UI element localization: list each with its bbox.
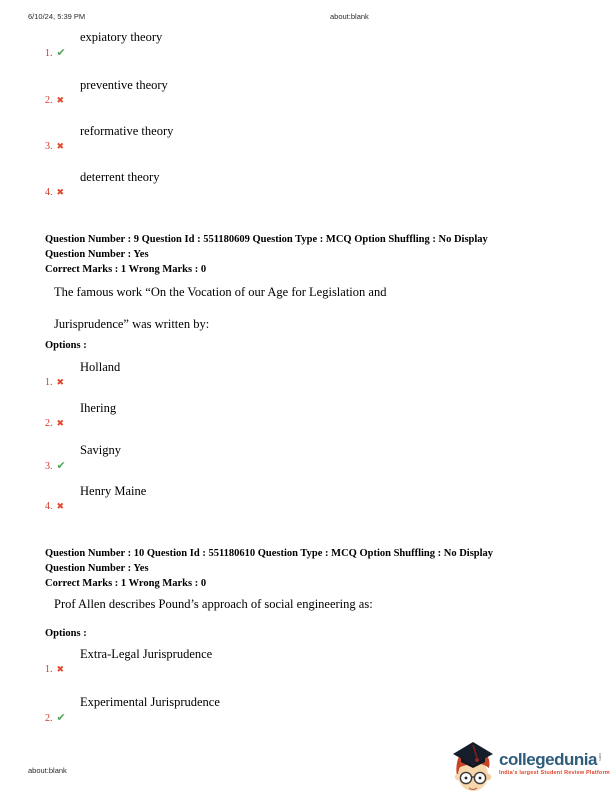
question-meta-line: Question Number : 9 Question Id : 551180609 Question Type : MCQ Option Shuffling : No Display [45, 234, 488, 245]
option-number: 4. [45, 187, 53, 198]
correct-mark-icon: ✔ [56, 459, 66, 472]
logo-suffix-text: com [597, 753, 603, 761]
question-meta-line: Correct Marks : 1 Wrong Marks : 0 [45, 578, 207, 589]
question10-meta [45, 546, 493, 591]
question-meta-line: Correct Marks : 1 Wrong Marks : 0 [45, 264, 207, 275]
option-number: 1. [45, 664, 53, 675]
option-number-row [45, 47, 162, 60]
option-row [45, 359, 120, 389]
option-row [45, 400, 116, 430]
collegedunia-mascot-icon [449, 738, 497, 792]
question-meta-line: Question Number : Yes [45, 563, 149, 574]
option-row [45, 646, 212, 676]
question-meta-line: Question Number : Yes [45, 249, 149, 260]
print-footer-url: about:blank [28, 766, 67, 775]
print-header-title: about:blank [330, 12, 369, 21]
option-number: 4. [45, 501, 53, 512]
option-number: 2. [45, 418, 53, 429]
option-row [45, 694, 220, 725]
option-label: Holland [80, 360, 121, 374]
option-number: 3. [45, 141, 53, 152]
question9-text-line2: Jurisprudence” was written by: [54, 317, 210, 331]
option-number: 2. [45, 95, 53, 106]
options-label: Options : [45, 340, 87, 351]
option-label: Experimental Jurisprudence [80, 695, 220, 709]
option-number-row [45, 141, 173, 153]
option-label: Ihering [80, 401, 117, 415]
option-number: 2. [45, 713, 53, 724]
option-row [45, 29, 162, 60]
option-row [45, 169, 159, 199]
collegedunia-logo [449, 736, 609, 792]
question10-text-line1: Prof Allen describes Pound’s approach of social engineering as: [54, 597, 373, 611]
option-row [45, 123, 173, 153]
option-label: deterrent theory [80, 170, 160, 184]
options-label: Options : [45, 628, 87, 639]
option-number-row [45, 418, 116, 430]
option-number: 1. [45, 48, 53, 59]
wrong-mark-icon: ✖ [56, 142, 65, 152]
option-label: Extra-Legal Jurisprudence [80, 647, 213, 661]
wrong-mark-icon: ✖ [56, 96, 65, 106]
wrong-mark-icon: ✖ [56, 419, 65, 429]
question9-meta [45, 232, 488, 277]
question-meta-line: Question Number : 10 Question Id : 551180610 Question Type : MCQ Option Shuffling : No Display [45, 548, 494, 559]
option-label: Savigny [80, 443, 121, 457]
print-header-date: 6/10/24, 5:39 PM [28, 12, 86, 21]
correct-mark-icon: ✔ [56, 711, 66, 724]
option-row [45, 483, 146, 513]
option-number-row [45, 712, 220, 725]
option-number-row [45, 377, 120, 389]
wrong-mark-icon: ✖ [56, 502, 65, 512]
wrong-mark-icon: ✖ [56, 378, 65, 388]
wrong-mark-icon: ✖ [56, 188, 65, 198]
option-number-row [45, 460, 121, 473]
option-number-row [45, 187, 159, 199]
option-number-row [45, 501, 146, 513]
question9-text-line1: The famous work “On the Vocation of our Age for Legislation and [54, 285, 387, 299]
logo-tagline: India's largest Student Review Platform [499, 770, 610, 776]
option-label: Henry Maine [80, 484, 147, 498]
option-number-row [45, 95, 168, 107]
option-number: 3. [45, 461, 53, 472]
option-row [45, 442, 121, 473]
option-label: expiatory theory [80, 30, 163, 44]
option-label: preventive theory [80, 78, 168, 92]
logo-text-column [499, 751, 610, 776]
correct-mark-icon: ✔ [56, 46, 66, 59]
option-row [45, 77, 168, 107]
option-label: reformative theory [80, 124, 174, 138]
option-number: 1. [45, 377, 53, 388]
wrong-mark-icon: ✖ [56, 665, 65, 675]
logo-brand-text: collegedunia [499, 750, 597, 769]
option-number-row [45, 664, 212, 676]
